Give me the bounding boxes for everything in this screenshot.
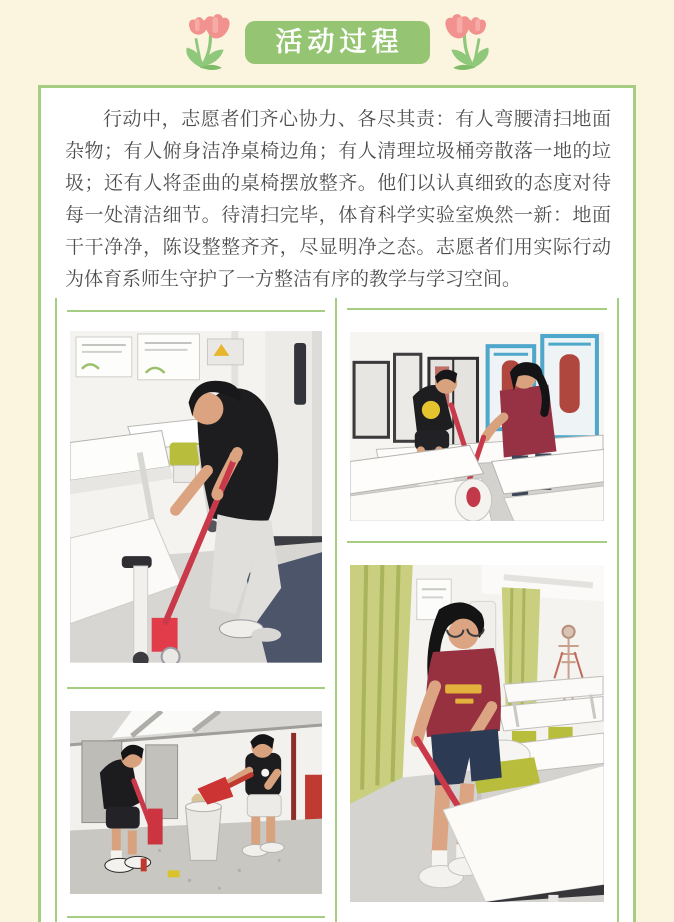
photo-cleaning-3[interactable] [70, 711, 322, 894]
divider-line [347, 308, 607, 310]
divider-line [67, 687, 325, 689]
tulip-left-icon [183, 13, 231, 73]
divider-line [347, 541, 607, 543]
content-card [38, 85, 636, 922]
divider-line [67, 310, 325, 312]
photo-grid [55, 298, 619, 922]
section-header [0, 0, 674, 85]
photo-cleaning-4[interactable] [350, 565, 604, 902]
photo-column-left [55, 298, 337, 922]
photo-column-right [337, 298, 619, 922]
trash-bin [186, 793, 222, 860]
tulip-right-icon [444, 13, 492, 73]
photo-cleaning-2[interactable] [350, 332, 604, 521]
section-title: 活动过程 [245, 21, 430, 64]
intro-paragraph: 行动中，志愿者们齐心协力、各尽其责：有人弯腰清扫地面杂物；有人俯身洁净桌椅边角；有人清理垃圾桶旁散落一地的垃圾；还有人将歪曲的桌椅摆放整齐。他们以认真细致的态度对待每一处清洁细节。待清扫完毕，体育科学实验室焕然一新：地面干干净净，陈设整整齐齐，尽显明净之态。志愿者们用实际行动为体育系师生守护了一方整洁有序的教学与学习空间。 [65, 109, 611, 290]
photo-cleaning-1[interactable] [70, 331, 322, 663]
divider-line [67, 916, 325, 918]
